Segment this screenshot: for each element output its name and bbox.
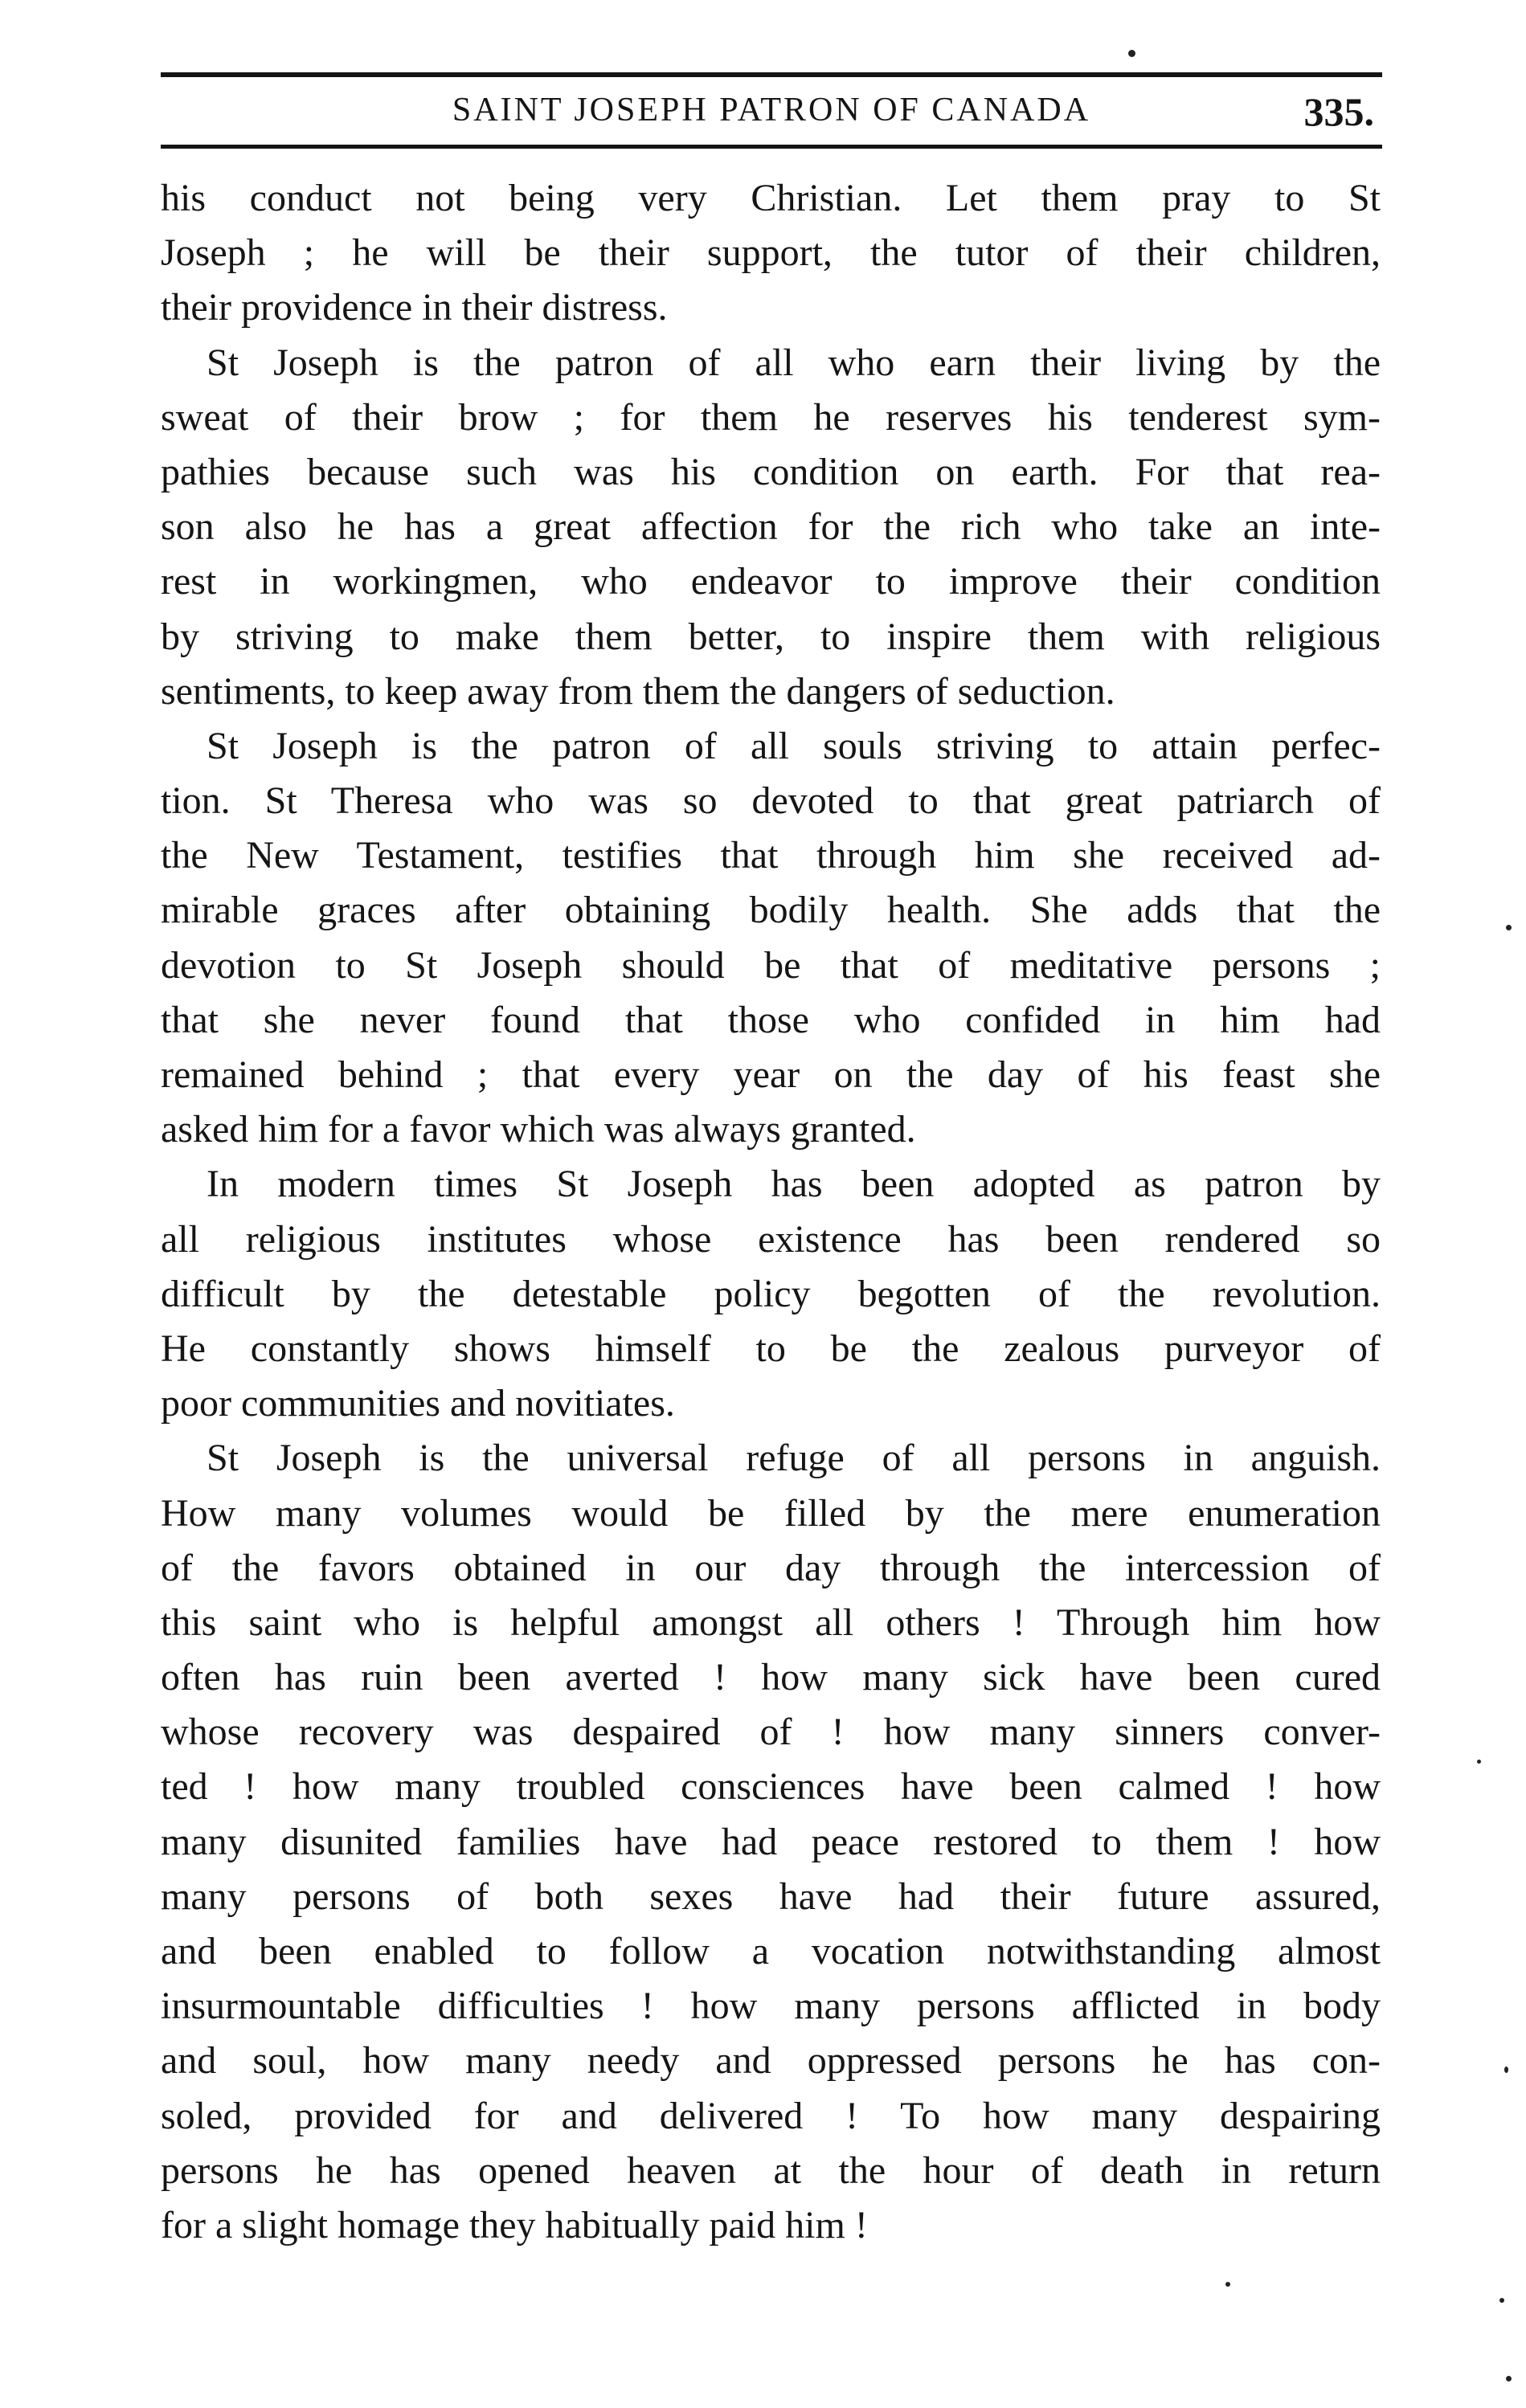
text-line: by striving to make them better, to inspire them with religious [161, 615, 1381, 658]
text-line: of the favors obtained in our day through the intercession of [161, 1546, 1381, 1589]
paragraph-first-line: In modern times St Joseph has been adopted as patron by [207, 1163, 1381, 1206]
text-line: soled, provided for and delivered ! To how many despairing [161, 2094, 1381, 2137]
body-text [161, 171, 1381, 2253]
text-line: asked him for a favor which was always granted. [161, 1108, 916, 1151]
text-line: remained behind ; that every year on the day of his feast she [161, 1053, 1381, 1096]
text-line: sentiments, to keep away from them the dangers of seduction. [161, 669, 1115, 713]
text-line: How many volumes would be filled by the mere enumeration [161, 1491, 1381, 1535]
scan-speck [1477, 1760, 1481, 1764]
text-line: son also he has a great affection for the rich who take an inte- [161, 505, 1381, 549]
scan-speck [1225, 2282, 1230, 2287]
paragraph-first-line: St Joseph is the patron of all who earn their living by the [207, 341, 1381, 384]
text-line: sweat of their brow ; for them he reserves his tenderest sym- [161, 395, 1381, 439]
text-line: devotion to St Joseph should be that of meditative persons ; [161, 943, 1381, 987]
running-head [161, 84, 1382, 141]
text-line: and soul, how many needy and oppressed persons he has con- [161, 2039, 1381, 2083]
text-line: often has ruin been averted ! how many sick have been cured [161, 1656, 1381, 1699]
text-line: their providence in their distress. [161, 286, 668, 329]
text-line: all religious institutes whose existence has been rendered so [161, 1217, 1381, 1261]
text-line: many disunited families have had peace restored to them ! how [161, 1820, 1381, 1863]
running-title: SAINT JOSEPH PATRON OF CANADA [452, 92, 1091, 129]
scan-speck [1504, 2067, 1508, 2073]
text-line: pathies because such was his condition on earth. For that rea- [161, 450, 1381, 493]
text-line: persons he has opened heaven at the hour of death in return [161, 2148, 1381, 2192]
text-line: for a slight homage they habitually paid him ! [161, 2203, 868, 2247]
header-rule-top [161, 72, 1382, 77]
text-line: many persons of both sexes have had their future assured, [161, 1874, 1381, 1918]
text-line: mirable graces after obtaining bodily health. She adds that the [161, 889, 1381, 932]
text-line: tion. St Theresa who was so devoted to that great patriarch of [161, 779, 1381, 823]
scan-speck [1506, 925, 1512, 930]
paragraph-first-line: St Joseph is the universal refuge of all persons in anguish. [207, 1437, 1381, 1480]
text-line: He constantly shows himself to be the zealous purveyor of [161, 1327, 1381, 1370]
page-number: 335. [1303, 89, 1374, 134]
text-line: Joseph ; he will be their support, the tutor of their children, [161, 231, 1381, 275]
text-line: the New Testament, testifies that through him she received ad- [161, 834, 1381, 877]
text-line: whose recovery was despaired of ! how many sinners conver- [161, 1711, 1381, 1754]
scan-speck [1499, 2298, 1504, 2303]
header-rule-bottom [161, 145, 1382, 149]
text-line: ted ! how many troubled consciences have been calmed ! how [161, 1765, 1381, 1809]
paragraph-first-line: St Joseph is the patron of all souls striving to attain perfec- [207, 724, 1381, 767]
text-line: poor communities and novitiates. [161, 1382, 675, 1425]
text-line: difficult by the detestable policy begotten of the revolution. [161, 1272, 1381, 1315]
text-line: rest in workingmen, who endeavor to improve their condition [161, 560, 1381, 603]
scan-speck [1506, 2376, 1512, 2381]
text-line: and been enabled to follow a vocation notwithstanding almost [161, 1930, 1381, 1973]
scan-speck [1128, 50, 1135, 57]
text-line: that she never found that those who confided in him had [161, 998, 1381, 1041]
text-line: this saint who is helpful amongst all others ! Through him how [161, 1601, 1381, 1644]
text-line: insurmountable difficulties ! how many persons afflicted in body [161, 1985, 1381, 2028]
text-line: his conduct not being very Christian. Let them pray to St [161, 177, 1381, 219]
